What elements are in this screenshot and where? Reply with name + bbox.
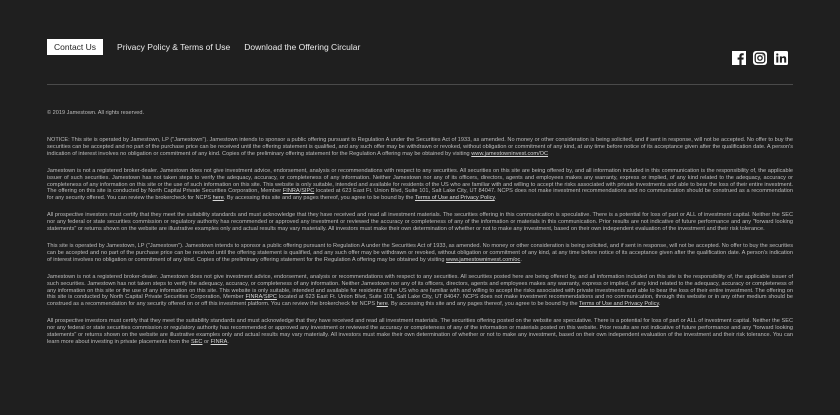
- linkedin-icon[interactable]: [774, 51, 788, 65]
- finra-link[interactable]: FINRA: [245, 294, 263, 301]
- legal-paragraph: This site is operated by Jamestown, LP ("Jamestown"). Jamestown intends to sponsor a public offering pursuant to Regulation A under the Securities Act of 1933, as amended. No money or other consideration is being solicited, and if sent in response, will not be accepted. No offer to buy the securities can be accepted and no part of the purchase price can be received until the offering statement is qualified, and any such offer may be withdrawn or revoked, without obligation or commitment of any kind, at any time before notice of its acceptance given after the qualification date. A person's indication of interest involves no obligation or commitment of any kind. Copies of the preliminary offering statement for the Regulation A offering may be obtained by visiting www.jamestowninvest.com/oc.: [47, 242, 793, 263]
- sipc-link[interactable]: SIPC: [263, 294, 277, 301]
- instagram-icon[interactable]: [753, 51, 767, 65]
- brokercheck-link[interactable]: here: [212, 195, 224, 202]
- offering-statement-link[interactable]: www.jamestowninvest.com/oc: [446, 256, 521, 263]
- privacy-terms-link[interactable]: Privacy Policy & Terms of Use: [117, 42, 231, 52]
- social-links: [732, 51, 788, 65]
- offering-circular-link[interactable]: Download the Offering Circular: [244, 42, 361, 52]
- legal-text: All prospective investors must certify that they meet the suitability standards and must acknowledge that they have received and read all investment materials. The securities offering in this communication is speculative. There is a potential for loss of part or ALL of investment capital. Neither the SEC nor any federal or state securities commission or regulatory authority has recommended or approved any investment or reviewed the accuracy or completeness of any of the information or materials in this communication. Prior results are not indicative of future performance and any "forward looking statements" or returns shown on the website are illustrative examples only and actual results may vary materially. All investors must make their own determination of whether or not to make any investment, based on their own independent evaluation of the investment and their risk tolerance.: [47, 212, 793, 233]
- terms-privacy-link[interactable]: Terms of Use and Privacy Policy: [579, 301, 659, 308]
- legal-text: located at 623 East Ft. Union Blvd, Suite 101, Salt Lake City, UT 84047. NCPS does not make investment recommendations and no communication, through this website or in any other medium should be construed as a recommendation for any security offered on or off this investment platform. You can review the brokercheck for NCPS: [47, 294, 793, 308]
- legal-disclaimer: [47, 137, 793, 356]
- sec-link[interactable]: SEC: [190, 338, 203, 345]
- terms-privacy-link[interactable]: Terms of Use and Privacy Policy: [414, 195, 495, 202]
- contact-us-button[interactable]: Contact Us: [47, 39, 103, 55]
- legal-text: NOTICE: This site is operated by Jamestown, LP ("Jamestown"). Jamestown intends to sponsor a public offering pursuant to Regulation A under the Securities Act of 1933, as amended. No money or other consideration is being solicited, and if sent in response, will not be accepted. No offer to buy the securities can be accepted and no part of the purchase price can be received until the offering statement is qualified, and any such offer may be withdrawn or revoked, without obligation or commitment of any kind, at any time before notice of its acceptance given after the qualification date. A person's indication of interest involves no obligation or commitment of any kind. Copies of the preliminary offering statement for the Regulation A offering may be obtained by visiting: [47, 137, 793, 157]
- legal-text: Jamestown is not a registered broker-dealer. Jamestown does not give investment advice, endorsement, analysis or recommendations with respect to any securities. All securities posted here are being offered by, and all information included on this site is the responsibility of, the applicable issuer of such securities. Jamestown has not taken steps to verify the adequacy, accuracy, or completeness of any information. Neither Jamestown nor any of its officers, directors, agents and employees makes any warranty, express or implied, of any kind related to the adequacy, accuracy or completeness of any information on this site or the use of any information on this site. This website is only suitable, intended and available for residents of the US who are familiar with and willing to accept the risks associated with private investments and able to bear the loss of their entire investment. The offering on this site is conducted by North Capital Private Securities Corporation, Member: [47, 273, 793, 301]
- divider: [47, 84, 793, 85]
- legal-text: All prospective investors must certify that they meet the suitability standards and must acknowledge that they have received and read all investment materials. The securities offering posted on the website are speculative. There is a potential for loss of part or ALL of investment capital. Neither the SEC nor any federal or state securities commission or regulatory authority has recommended or approved any investment or reviewed the accuracy or completeness of any of the information or materials posted on this website. Prior results are not indicative of future performance and any "forward looking statements" or returns shown on the website are illustrative examples only and actual results may vary materially. All investors must make their own determination of whether or not to make any investment, based on their own independent evaluation of the investment and their risk tolerance. You can learn more about investing in private placements from the: [47, 318, 793, 345]
- legal-text: or: [204, 338, 210, 345]
- finra-link[interactable]: FINRA: [210, 338, 228, 345]
- legal-text: . By accessing this site and any pages thereof, you agree to be bound by the: [223, 195, 414, 202]
- brokercheck-link[interactable]: here: [376, 301, 388, 308]
- legal-text: . By accessing this site and any pages thereof, you agree to be bound by the: [387, 301, 578, 308]
- legal-paragraph: [47, 137, 793, 158]
- finra-link[interactable]: FINRA: [282, 188, 300, 195]
- copyright-text: © 2019 Jamestown. All rights reserved.: [47, 110, 145, 116]
- legal-paragraph: [47, 212, 793, 233]
- offering-statement-link[interactable]: www.jamestowninvest.com/OC: [471, 150, 549, 157]
- legal-paragraph: Jamestown is not a registered broker-dealer. Jamestown does not give investment advice, endorsement, analysis or recommendations with respect to any securities. All securities posted here are being offered by, and all information included on this site is the responsibility of, the applicable issuer of such securities. Jamestown has not taken steps to verify the adequacy, accuracy, or completeness of any information. Neither Jamestown nor any of its officers, directors, agents and employees makes any warranty, express or implied, of any kind related to the adequacy, accuracy or completeness of any information on this site or the use of any information on this site. This website is only suitable, intended and available for residents of the US who are familiar with and willing to accept the risks associated with private investments and able to bear the loss of their entire investment. The offering on this site is conducted by North Capital Private Securities Corporation, Member FINRA/SIPC located at 623 East Ft. Union Blvd, Suite 101, Salt Lake City, UT 84047. NCPS does not make investment recommendations and no communication, through this website or in any other medium should be construed as a recommendation for any security offered on or off this investment platform. You can review the brokercheck for NCPS here. By accessing this site and any pages thereof, you agree to be bound by the Terms of Use and Privacy Policy.: [47, 273, 793, 308]
- legal-text: Jamestown is not a registered broker-dealer. Jamestown does not give investment advice, endorsement, analysis or recommendations with respect to any securities. All securities on this site are being offered by, and all information included in this communication is the responsibility of, the applicable issuer of such securities. Jamestown has not taken steps to verify the adequacy, accuracy, or completeness of any information. Neither Jamestown nor any of its officers, directors, agents and employees makes any warranty, express or implied, of any kind related to the adequacy, accuracy or completeness of any information on this site or the use of such information on this site. This website is only suitable, intended and available for residents of the US who are familiar with and willing to accept the risks associated with private investments and able to bear the loss of their entire investment. The offering on this site is conducted by North Capital Private Securities Corporation, Member: [47, 167, 793, 195]
- legal-paragraph: All prospective investors must certify that they meet the suitability standards and must acknowledge that they have received and read all investment materials. The securities offering posted on the website are speculative. There is a potential for loss of part or ALL of investment capital. Neither the SEC nor any federal or state securities commission or regulatory authority has recommended or approved any investment or reviewed the accuracy or completeness of any of the information or materials posted on this website. Prior results are not indicative of future performance and any "forward looking statements" or returns shown on the website are illustrative examples only and actual results may vary materially. All investors must make their own determination of whether or not to make any investment, based on their own independent evaluation of the investment and their risk tolerance. You can learn more about investing in private placements from the SEC or FINRA.: [47, 318, 793, 345]
- legal-paragraph: Jamestown is not a registered broker-dealer. Jamestown does not give investment advice, endorsement, analysis or recommendations with respect to any securities. All securities on this site are being offered by, and all information included in this communication is the responsibility of, the applicable issuer of such securities. Jamestown has not taken steps to verify the adequacy, accuracy, or completeness of any information. Neither Jamestown nor any of its officers, directors, agents and employees makes any warranty, express or implied, of any kind related to the adequacy, accuracy or completeness of any information on this site or the use of such information on this site. This website is only suitable, intended and available for residents of the US who are familiar with and willing to accept the risks associated with private investments and able to bear the loss of their entire investment. The offering on this site is conducted by North Capital Private Securities Corporation, Member FINRA/SIPC located at 623 East Ft. Union Blvd, Suite 101, Salt Lake City, UT 84047. NCPS does not make investment recommendations and no communication should be construed as a recommendation for any security offered. You can review the brokercheck for NCPS here. By accessing this site and any pages thereof, you agree to be bound by the Terms of Use and Privacy Policy.: [47, 167, 793, 202]
- legal-text: located at 623 East Ft. Union Blvd, Suite 101, Salt Lake City, UT 84047. NCPS does not make investment recommendations and no communication should be construed as a recommendation for any security offered. You can review the brokercheck for NCPS: [47, 188, 793, 202]
- facebook-icon[interactable]: [732, 51, 746, 65]
- footer-nav: [47, 39, 360, 55]
- legal-text: This site is operated by Jamestown, LP ("Jamestown"). Jamestown intends to sponsor a public offering pursuant to Regulation A under the Securities Act of 1933, as amended. No money or other consideration is being solicited, and if sent in response, will not be accepted. No offer to buy the securities can be accepted and no part of the purchase price can be received until the offering statement is qualified, and any such offer may be withdrawn or revoked, without obligation or commitment of any kind, at any time before notice of its acceptance given after the qualification date. A person's indication of interest involves no obligation or commitment of any kind. Copies of the preliminary offering statement for the Regulation A offering may be obtained by visiting: [47, 242, 793, 263]
- sipc-link[interactable]: SIPC: [301, 188, 315, 195]
